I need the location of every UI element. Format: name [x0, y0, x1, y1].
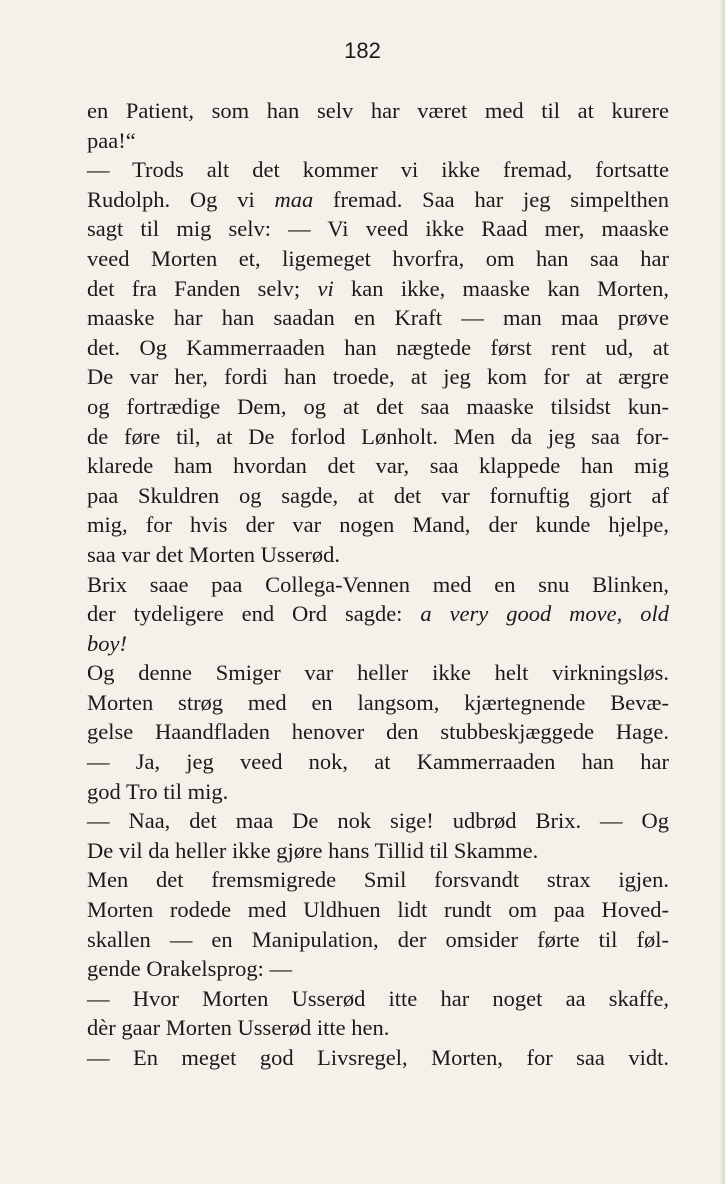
page-edge-shadow [719, 0, 725, 1184]
italic-text: a very good move, old [420, 601, 669, 627]
text-line [87, 984, 669, 1014]
text-run: — Ja, jeg veed nok, at Kammerraaden han har [87, 749, 669, 775]
text-line [87, 333, 669, 363]
text-run: en Patient, som han selv har været med til at kurere [87, 98, 669, 123]
text-run: skallen — en Manipulation, der omsider førte til føl- [87, 926, 669, 952]
text-line [87, 244, 669, 274]
text-line [87, 185, 669, 215]
text-line [87, 451, 669, 481]
text-line [87, 688, 669, 718]
text-line [87, 925, 669, 955]
text-run: — Naa, det maa De nok sige! udbrød Brix. — Og [87, 808, 669, 834]
text-line [87, 126, 669, 156]
text-line [87, 362, 669, 392]
page-number: 182 [344, 38, 381, 63]
text-run: det fra Fanden selv; [87, 275, 318, 301]
text-run: Morten strøg med en langsom, kjærtegnende Bevæ- [87, 689, 669, 715]
text-run: sagt til mig selv: — Vi veed ikke Raad mer, maaske [87, 216, 669, 242]
text-run: det. Og Kammerraaden han nægtede først rent ud, at [87, 334, 669, 360]
text-run: Brix saae paa Collega-Vennen med en snu Blinken, [87, 571, 669, 597]
text-line [87, 806, 669, 836]
text-run: De vil da heller ikke gjøre hans Tillid til Skamme. [87, 837, 539, 863]
text-line [87, 214, 669, 244]
text-line [87, 570, 669, 600]
text-line [87, 1043, 669, 1073]
text-run: — Trods alt det kommer vi ikke fremad, fortsatte [87, 157, 669, 183]
text-line [87, 747, 669, 777]
text-line [87, 836, 669, 866]
text-run: fremad. Saa har jeg simpelthen [313, 186, 669, 212]
text-line [87, 540, 669, 570]
text-run: paa Skuldren og sagde, at det var fornuftig gjort af [87, 482, 669, 508]
text-run: maaske har han saadan en Kraft — man maa prøve [87, 305, 669, 331]
text-line [87, 422, 669, 452]
italic-text: boy! [87, 630, 127, 656]
text-line [87, 954, 669, 984]
text-run: Men det fremsmigrede Smil forsvandt strax igjen. [87, 867, 669, 893]
text-line [87, 303, 669, 333]
text-run: Rudolph. Og vi [87, 186, 275, 212]
text-run: mig, for hvis der var nogen Mand, der kunde hjelpe, [87, 512, 669, 538]
text-line [87, 155, 669, 185]
text-line [87, 658, 669, 688]
text-run: og fortrædige Dem, og at det saa maaske tilsidst kun- [87, 393, 669, 419]
body-text [87, 96, 669, 1073]
text-line [87, 510, 669, 540]
text-line [87, 96, 669, 126]
text-run: saa var det Morten Usserød. [87, 541, 341, 567]
text-line [87, 717, 669, 747]
text-line [87, 629, 669, 659]
text-run: god Tro til mig. [87, 778, 229, 804]
text-run: der tydeligere end Ord sagde: [87, 601, 421, 627]
text-run: veed Morten et, ligemeget hvorfra, om han saa har [87, 245, 669, 271]
italic-text: maa [274, 186, 314, 212]
text-run: Morten rodede med Uldhuen lidt rundt om paa Hoved- [87, 897, 669, 923]
text-line [87, 481, 669, 511]
text-run: paa!“ [87, 127, 136, 153]
text-line [87, 599, 669, 629]
text-run: gelse Haandfladen henover den stubbeskjæggede Hage. [87, 719, 669, 745]
text-line [87, 865, 669, 895]
text-run: Og denne Smiger var heller ikke helt virkningsløs. [87, 660, 669, 686]
text-run: — Hvor Morten Usserød itte har noget aa skaffe, [87, 985, 669, 1011]
text-run: gende Orakelsprog: — [87, 956, 292, 982]
text-run: klarede ham hvordan det var, saa klappede han mig [87, 453, 669, 479]
text-line [87, 895, 669, 925]
text-line [87, 274, 669, 304]
text-run: De var her, fordi han troede, at jeg kom for at ærgre [87, 364, 669, 390]
text-line [87, 1013, 669, 1043]
text-run: — En meget god Livsregel, Morten, for saa vidt. [87, 1045, 669, 1070]
text-run: de føre til, at De forlod Lønholt. Men da jeg saa for- [87, 423, 669, 449]
text-run: kan ikke, maaske kan Morten, [333, 275, 669, 301]
text-line [87, 392, 669, 422]
text-run: dèr gaar Morten Usserød itte hen. [87, 1015, 390, 1041]
italic-text: vi [317, 275, 334, 301]
text-line [87, 777, 669, 807]
